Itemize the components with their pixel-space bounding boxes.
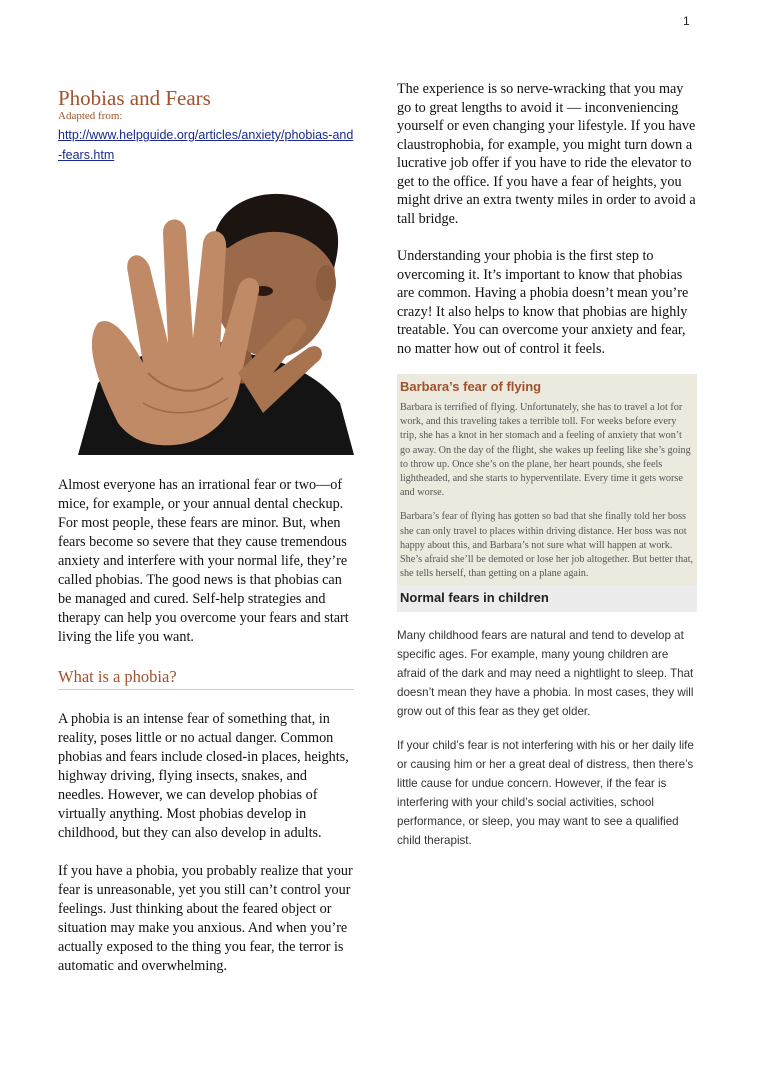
sidebar-paragraph-1: Barbara is terrified of flying. Unfortunately, she has to travel a lot for work, and this traveling takes a terrible toll. For weeks before every trip, she has a knot in her stomach and a feeling of anxiety that won’t go away. On the day of the flight, she wakes up feeling like she’s going to throw up. Once she’s on the plane, her heart pounds, she feels lightheaded, and she starts to hyperventilate. Every time it gets worse and worse. <box>400 402 691 499</box>
understanding-paragraph: Understanding your phobia is the first step to overcoming it. It’s important to know that phobias are common. Having a phobia doesn’t mean you’re crazy! It also helps to know that phobias are highly treatable. You can overcome your anxiety and fear, no matter how out of control it feels. <box>397 248 689 357</box>
left-column <box>58 82 354 976</box>
phobia-definition-paragraph: A phobia is an intense fear of something that, in reality, poses little or no actual danger. Common phobias and fears include closed-in places, heights, highway driving, flying insects, snakes, and needles. However, we can develop phobias of virtually anything. Most phobias develop in childhood, but they can also develop in adults. <box>58 711 349 841</box>
children-fears-paragraph-2: If your child’s fear is not interfering with his or her daily life or causing him or her a great deal of distress, then there’s little cause for undue concern. However, if the fear is interfering with your child’s social activities, school performance, or sleep, you may want to see a qualified child therapist. <box>397 739 694 848</box>
page-number: 1 <box>683 14 690 28</box>
page-title: Phobias and Fears <box>58 86 211 110</box>
experience-paragraph: The experience is so nerve-wracking that you may go to great lengths to avoid it — inconveniencing yourself or even changing your lifestyle. If you have claustrophobia, for example, you might turn down a lucrative job offer if you have to ride the elevator to get to the office. If you have a fear of heights, you might drive an extra twenty miles in order to avoid a tall bridge. <box>397 81 696 227</box>
source-link[interactable]: http://www.helpguide.org/articles/anxiety/phobias-and-fears.htm <box>58 128 354 162</box>
man-covering-face-photo <box>58 173 354 455</box>
phobia-realize-paragraph: If you have a phobia, you probably realize that your fear is unreasonable, yet you still can’t control your feelings. Just thinking about the feared object or situation may make you anxious. And when you’re actually exposed to the thing you fear, the terror is automatic and overwhelming. <box>58 863 353 974</box>
photo-illustration <box>58 173 354 455</box>
right-column <box>397 80 697 850</box>
section-heading-what-is-phobia: What is a phobia? <box>58 667 354 690</box>
sidebar-paragraph-2: Barbara’s fear of flying has gotten so bad that she finally told her boss she can only travel to places within driving distance. Her boss was not happy about this, and Barbara’s not sure what will happen at work. She’s afraid she’ll be demoted or lose her job altogether. But better that, she tells herself, than getting on a plane again. <box>400 511 694 580</box>
children-fears-heading: Normal fears in children <box>397 585 697 612</box>
intro-paragraph: Almost everyone has an irrational fear or two—of mice, for example, or your annual dental checkup. For most people, these fears are minor. But, when fears become so severe that they cause tremendous anxiety and interfere with your normal life, they’re called phobias. The good news is that phobias can be managed and cured. Self-help strategies and therapy can help you overcome your fears and start living the life you want. <box>58 477 349 645</box>
children-fears-paragraph-1: Many childhood fears are natural and tend to develop at specific ages. For example, many young children are afraid of the dark and may need a nightlight to sleep. That doesn’t mean they have a phobia. In most cases, they will grow out of this fear as they get older. <box>397 629 694 719</box>
adapted-from-label: Adapted from: <box>58 110 123 122</box>
sidebar-title: Barbara’s fear of flying <box>400 379 542 394</box>
barbara-sidebar <box>397 374 697 585</box>
